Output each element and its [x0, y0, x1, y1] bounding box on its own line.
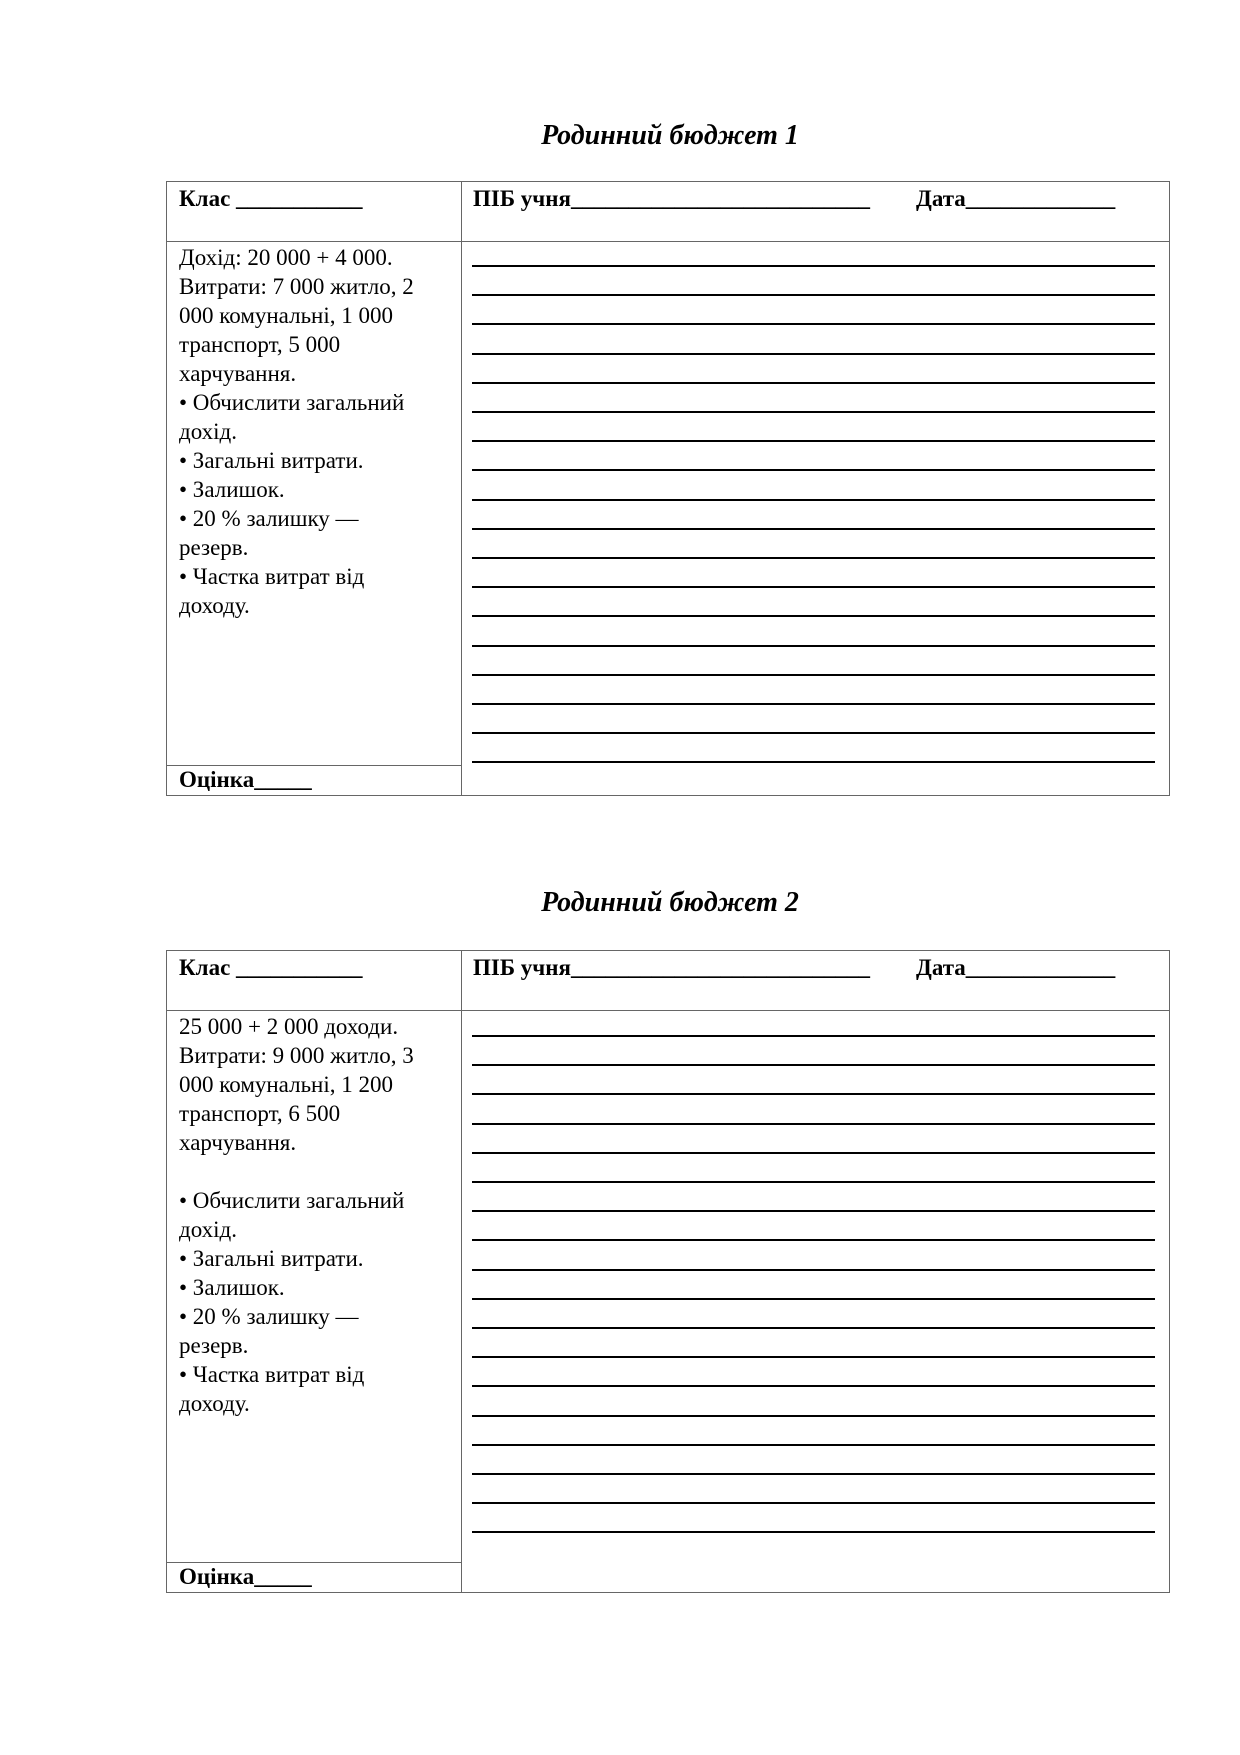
task-line: • 20 % залишку — — [179, 506, 359, 531]
answer-line[interactable] — [472, 1269, 1155, 1271]
task-line: 000 комунальні, 1 000 — [179, 303, 394, 328]
answer-line[interactable] — [472, 557, 1155, 559]
task-line: доходу. — [179, 1391, 250, 1416]
column-divider — [461, 182, 462, 795]
answer-line[interactable] — [472, 1210, 1155, 1212]
task-line: Дохід: 20 000 + 4 000. — [179, 245, 393, 270]
class-field[interactable]: Клас ___________ — [179, 186, 363, 211]
date-field[interactable]: Дата_____________ — [916, 955, 1116, 980]
answer-line[interactable] — [472, 1473, 1155, 1475]
answer-line[interactable] — [472, 353, 1155, 355]
task-line: харчування. — [179, 361, 297, 386]
header-divider — [167, 1010, 1169, 1011]
answer-line[interactable] — [472, 294, 1155, 296]
task-line: 000 комунальні, 1 200 — [179, 1072, 394, 1097]
worksheet-1-table — [166, 181, 1170, 796]
answer-line[interactable] — [472, 265, 1155, 267]
answer-line[interactable] — [472, 411, 1155, 413]
grade-divider — [167, 765, 461, 766]
task-line: резерв. — [179, 1333, 249, 1358]
answer-line[interactable] — [472, 703, 1155, 705]
answer-line[interactable] — [472, 1531, 1155, 1533]
answer-line[interactable] — [472, 1181, 1155, 1183]
task-description — [179, 1012, 449, 1418]
grade-field[interactable]: Оцінка_____ — [179, 767, 312, 792]
task-line: дохід. — [179, 1217, 237, 1242]
date-field[interactable]: Дата_____________ — [916, 186, 1116, 211]
task-line: • Залишок. — [179, 477, 285, 502]
task-line: • 20 % залишку — — [179, 1304, 359, 1329]
answer-line[interactable] — [472, 1298, 1155, 1300]
worksheet-1-title: Родинний бюджет 1 — [541, 120, 799, 151]
answer-line[interactable] — [472, 469, 1155, 471]
answer-line[interactable] — [472, 1152, 1155, 1154]
answer-line[interactable] — [472, 1327, 1155, 1329]
answer-line[interactable] — [472, 1415, 1155, 1417]
answer-line[interactable] — [472, 382, 1155, 384]
task-line: транспорт, 6 500 — [179, 1101, 341, 1126]
task-description — [179, 243, 449, 620]
task-line: харчування. — [179, 1130, 297, 1155]
task-line: транспорт, 5 000 — [179, 332, 341, 357]
task-line: • Загальні витрати. — [179, 1246, 364, 1271]
task-line: • Обчислити загальний — [179, 390, 405, 415]
task-line: доходу. — [179, 593, 250, 618]
answer-line[interactable] — [472, 323, 1155, 325]
answer-line[interactable] — [472, 528, 1155, 530]
task-line: Витрати: 9 000 житло, 3 — [179, 1043, 414, 1068]
answer-line[interactable] — [472, 1444, 1155, 1446]
task-line — [179, 1157, 449, 1186]
task-line: • Частка витрат від — [179, 1362, 365, 1387]
class-field[interactable]: Клас ___________ — [179, 955, 363, 980]
worksheet-2-title: Родинний бюджет 2 — [541, 887, 799, 918]
column-divider — [461, 951, 462, 1592]
answer-line[interactable] — [472, 440, 1155, 442]
task-line: • Частка витрат від — [179, 564, 365, 589]
answer-line[interactable] — [472, 1239, 1155, 1241]
answer-line[interactable] — [472, 615, 1155, 617]
answer-line[interactable] — [472, 1064, 1155, 1066]
answer-line[interactable] — [472, 1385, 1155, 1387]
answer-line[interactable] — [472, 1356, 1155, 1358]
answer-line[interactable] — [472, 1035, 1155, 1037]
task-line: • Загальні витрати. — [179, 448, 364, 473]
answer-line[interactable] — [472, 586, 1155, 588]
grade-divider — [167, 1562, 461, 1563]
header-divider — [167, 241, 1169, 242]
task-line: • Залишок. — [179, 1275, 285, 1300]
grade-field[interactable]: Оцінка_____ — [179, 1564, 312, 1589]
answer-line[interactable] — [472, 674, 1155, 676]
worksheet-2-table — [166, 950, 1170, 1593]
task-line: резерв. — [179, 535, 249, 560]
answer-line[interactable] — [472, 645, 1155, 647]
answer-line[interactable] — [472, 1123, 1155, 1125]
answer-line[interactable] — [472, 1502, 1155, 1504]
task-line: 25 000 + 2 000 доходи. — [179, 1014, 399, 1039]
student-name-field[interactable]: ПІБ учня__________________________ — [473, 955, 870, 980]
answer-line[interactable] — [472, 499, 1155, 501]
task-line: • Обчислити загальний — [179, 1188, 405, 1213]
task-line: дохід. — [179, 419, 237, 444]
task-line: Витрати: 7 000 житло, 2 — [179, 274, 414, 299]
answer-line[interactable] — [472, 732, 1155, 734]
answer-line[interactable] — [472, 1093, 1155, 1095]
student-name-field[interactable]: ПІБ учня__________________________ — [473, 186, 870, 211]
answer-line[interactable] — [472, 761, 1155, 763]
